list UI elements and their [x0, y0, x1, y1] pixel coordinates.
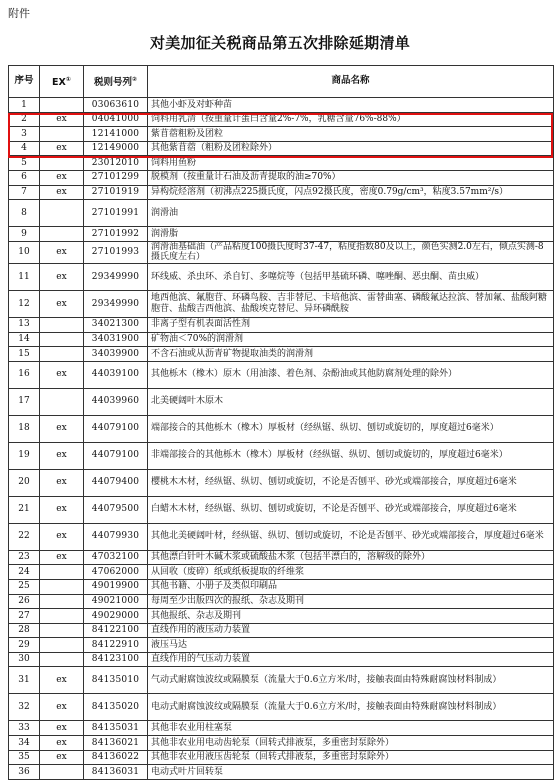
header-seq: 序号 [9, 66, 40, 98]
row-ex-flag: ex [40, 736, 84, 751]
table-row [9, 98, 554, 113]
row-seq: 11 [9, 263, 40, 290]
row-product-name: 直线作用的液压动力装置 [148, 623, 554, 638]
row-seq: 15 [9, 347, 40, 362]
row-product-name: 电动式耐腐蚀波纹或隔膜泵（流量大于0.6立方米/时，接触表面由特殊耐腐蚀材料制成） [148, 694, 554, 721]
row-ex-flag: ex [40, 361, 84, 388]
row-product-name: 其他漂白针叶木碱木浆或硫酸盐木浆（包括半漂白的，溶解级的除外） [148, 550, 554, 565]
table-row [9, 332, 554, 347]
row-product-name: 地西他滨、氟胞苷、环磷鸟胺、吉非替尼、卡培他滨、雷替曲塞、磷酸氟达拉滨、替加氟、盐酸阿糖胞苷、盐酸吉西他滨、盐酸埃克替尼、异环磷酰胺 [148, 290, 554, 317]
row-seq: 21 [9, 496, 40, 523]
row-tariff-code: 03063610 [84, 98, 148, 113]
row-seq: 14 [9, 332, 40, 347]
row-ex-flag: ex [40, 415, 84, 442]
row-product-name: 其他非农业用柱塞泵 [148, 721, 554, 736]
row-tariff-code: 27101919 [84, 185, 148, 200]
row-ex-flag: ex [40, 263, 84, 290]
row-seq: 27 [9, 609, 40, 624]
row-seq: 24 [9, 565, 40, 580]
row-ex-flag: ex [40, 550, 84, 565]
row-product-name: 其他非农业用电动齿轮泵（回转式排液泵，多重密封泵除外） [148, 736, 554, 751]
row-tariff-code: 44079100 [84, 442, 148, 469]
row-ex-flag [40, 609, 84, 624]
table-row [9, 127, 554, 142]
header-ex: EX① [40, 66, 84, 98]
row-tariff-code: 34039900 [84, 347, 148, 362]
table-row [9, 579, 554, 594]
row-ex-flag: ex [40, 442, 84, 469]
row-ex-flag: ex [40, 185, 84, 200]
row-tariff-code: 84136022 [84, 750, 148, 765]
row-product-name: 其他非农业用液压齿轮泵（回转式排液泵，多重密封泵除外） [148, 750, 554, 765]
table-row [9, 652, 554, 667]
table-row [9, 185, 554, 200]
row-tariff-code: 84135010 [84, 667, 148, 694]
row-product-name: 脱模剂（按重量计石油及沥青提取的油≥70%） [148, 170, 554, 185]
row-seq: 7 [9, 185, 40, 200]
row-ex-flag [40, 98, 84, 113]
row-product-name: 异构烷烃溶剂（初沸点225摄氏度，闪点92摄氏度，密度0.79g/cm³，粘度3.57mm²/s） [148, 185, 554, 200]
table-row [9, 156, 554, 171]
row-seq: 9 [9, 227, 40, 242]
row-tariff-code: 84135020 [84, 694, 148, 721]
row-tariff-code: 27101299 [84, 170, 148, 185]
row-ex-flag [40, 765, 84, 780]
row-seq: 34 [9, 736, 40, 751]
row-seq: 13 [9, 317, 40, 332]
row-tariff-code: 34021300 [84, 317, 148, 332]
row-seq: 28 [9, 623, 40, 638]
row-product-name: 每周至少出版四次的报纸、杂志及期刊 [148, 594, 554, 609]
row-tariff-code: 29349990 [84, 290, 148, 317]
table-row [9, 263, 554, 290]
row-ex-flag [40, 579, 84, 594]
row-tariff-code: 49021000 [84, 594, 148, 609]
table-row [9, 721, 554, 736]
row-ex-flag: ex [40, 750, 84, 765]
row-seq: 19 [9, 442, 40, 469]
table-row [9, 361, 554, 388]
row-tariff-code: 44079100 [84, 415, 148, 442]
row-tariff-code: 47032100 [84, 550, 148, 565]
row-tariff-code: 27101991 [84, 200, 148, 227]
row-tariff-code: 27101993 [84, 241, 148, 263]
row-seq: 3 [9, 127, 40, 142]
row-product-name: 矿物油＜70%的润滑剂 [148, 332, 554, 347]
row-seq: 8 [9, 200, 40, 227]
row-product-name: 润滑脂 [148, 227, 554, 242]
row-product-name: 非离子型有机表面活性剂 [148, 317, 554, 332]
row-tariff-code: 12149000 [84, 141, 148, 156]
row-ex-flag: ex [40, 290, 84, 317]
row-tariff-code: 84122910 [84, 638, 148, 653]
row-ex-flag [40, 127, 84, 142]
row-product-name: 气动式耐腐蚀波纹或隔膜泵（流量大于0.6立方米/时，接触表面由特殊耐腐蚀材料制成） [148, 667, 554, 694]
row-seq: 26 [9, 594, 40, 609]
table-row [9, 609, 554, 624]
row-ex-flag: ex [40, 141, 84, 156]
table-row [9, 290, 554, 317]
row-seq: 2 [9, 112, 40, 127]
row-tariff-code: 34031900 [84, 332, 148, 347]
row-tariff-code: 12141000 [84, 127, 148, 142]
row-ex-flag [40, 332, 84, 347]
row-tariff-code: 44039960 [84, 388, 148, 415]
table-row [9, 112, 554, 127]
row-ex-flag: ex [40, 469, 84, 496]
row-seq: 1 [9, 98, 40, 113]
table-row [9, 550, 554, 565]
table-row [9, 388, 554, 415]
row-seq: 12 [9, 290, 40, 317]
table-row [9, 170, 554, 185]
footnote-marker: ① [65, 75, 71, 83]
row-tariff-code: 49029000 [84, 609, 148, 624]
table-row [9, 469, 554, 496]
row-seq: 4 [9, 141, 40, 156]
row-seq: 6 [9, 170, 40, 185]
table-row [9, 523, 554, 550]
row-tariff-code: 44039100 [84, 361, 148, 388]
row-ex-flag [40, 388, 84, 415]
row-seq: 30 [9, 652, 40, 667]
row-seq: 25 [9, 579, 40, 594]
row-product-name: 其他书籍、小册子及类似印刷品 [148, 579, 554, 594]
row-product-name: 不含石油或从沥青矿物提取油类的润滑剂 [148, 347, 554, 362]
row-ex-flag: ex [40, 241, 84, 263]
row-product-name: 白蜡木木材，经纵锯、纵切、刨切或旋切，不论是否刨平、砂光或端部接合，厚度超过6毫米 [148, 496, 554, 523]
row-ex-flag [40, 200, 84, 227]
row-product-name: 直线作用的气压动力装置 [148, 652, 554, 667]
row-tariff-code: 23012010 [84, 156, 148, 171]
row-tariff-code: 44079930 [84, 523, 148, 550]
header-product-name: 商品名称 [148, 66, 554, 98]
table-row [9, 750, 554, 765]
row-seq: 33 [9, 721, 40, 736]
row-product-name: 润滑油 [148, 200, 554, 227]
table-row [9, 736, 554, 751]
table-row [9, 765, 554, 780]
row-ex-flag [40, 638, 84, 653]
row-seq: 36 [9, 765, 40, 780]
row-product-name: 饲料用乳清（按重量计蛋白含量2%-7%，乳糖含量76%-88%） [148, 112, 554, 127]
row-seq: 22 [9, 523, 40, 550]
row-tariff-code: 44079500 [84, 496, 148, 523]
row-product-name: 电动式叶片回转泵 [148, 765, 554, 780]
row-ex-flag [40, 623, 84, 638]
row-seq: 17 [9, 388, 40, 415]
row-seq: 32 [9, 694, 40, 721]
row-product-name: 其他栎木（橡木）原木（用油漆、着色剂、杂酚油或其他防腐剂处理的除外） [148, 361, 554, 388]
row-product-name: 紫苜蓿粗粉及团粒 [148, 127, 554, 142]
row-seq: 35 [9, 750, 40, 765]
header-tariff-code: 税则号列② [84, 66, 148, 98]
row-product-name: 饲料用鱼粉 [148, 156, 554, 171]
row-product-name: 其他报纸、杂志及期刊 [148, 609, 554, 624]
row-ex-flag: ex [40, 721, 84, 736]
table-row [9, 415, 554, 442]
table-row [9, 442, 554, 469]
row-seq: 18 [9, 415, 40, 442]
row-tariff-code: 84136031 [84, 765, 148, 780]
row-tariff-code: 84136021 [84, 736, 148, 751]
row-product-name: 樱桃木木材，经纵锯、纵切、刨切或旋切，不论是否刨平、砂光或端部接合，厚度超过6毫米 [148, 469, 554, 496]
row-seq: 5 [9, 156, 40, 171]
row-ex-flag [40, 652, 84, 667]
table-row [9, 227, 554, 242]
table-row [9, 638, 554, 653]
row-tariff-code: 44079400 [84, 469, 148, 496]
table-row [9, 565, 554, 580]
row-seq: 10 [9, 241, 40, 263]
table-row [9, 694, 554, 721]
row-tariff-code: 84123100 [84, 652, 148, 667]
row-product-name: 润滑油基础油（产品粘度100摄氏度时37-47，粘度指数80及以上，颜色实测2.0左右，倾点实测-8摄氏度左右） [148, 241, 554, 263]
row-product-name: 非端部接合的其他栎木（橡木）厚板材（经纵锯、纵切、刨切或旋切的，厚度超过6毫米） [148, 442, 554, 469]
row-ex-flag: ex [40, 112, 84, 127]
row-seq: 31 [9, 667, 40, 694]
row-seq: 16 [9, 361, 40, 388]
row-ex-flag [40, 565, 84, 580]
row-product-name: 其他北美硬阔叶材，经纵锯、纵切、刨切或旋切，不论是否刨平、砂光或端部接合，厚度超过6毫米 [148, 523, 554, 550]
row-product-name: 其他紫苜蓿（粗粉及团粒除外） [148, 141, 554, 156]
row-product-name: 其他小虾及对虾种苗 [148, 98, 554, 113]
table-row [9, 667, 554, 694]
row-seq: 29 [9, 638, 40, 653]
footnote-marker: ② [131, 75, 138, 83]
row-ex-flag [40, 156, 84, 171]
row-tariff-code: 49019900 [84, 579, 148, 594]
row-tariff-code: 84135031 [84, 721, 148, 736]
row-ex-flag [40, 594, 84, 609]
attachment-label: 附件 [8, 7, 30, 20]
table-row [9, 141, 554, 156]
row-seq: 20 [9, 469, 40, 496]
exclusion-table [8, 65, 554, 780]
row-ex-flag: ex [40, 496, 84, 523]
row-product-name: 北美硬阔叶木原木 [148, 388, 554, 415]
table-header-row [9, 66, 554, 98]
row-ex-flag [40, 227, 84, 242]
table-row [9, 241, 554, 263]
row-product-name: 液压马达 [148, 638, 554, 653]
document-title: 对美加征关税商品第五次排除延期清单 [149, 34, 411, 52]
row-product-name: 端部接合的其他栎木（橡木）厚板材（经纵锯、纵切、刨切或旋切的，厚度超过6毫米） [148, 415, 554, 442]
table-row [9, 623, 554, 638]
table-row [9, 594, 554, 609]
row-ex-flag: ex [40, 170, 84, 185]
row-seq: 23 [9, 550, 40, 565]
row-product-name: 从回收（废碎）纸或纸板提取的纤维浆 [148, 565, 554, 580]
row-tariff-code: 29349990 [84, 263, 148, 290]
row-product-name: 环线威、杀虫环、杀自钉、多噻烷等（包括甲基硫环磷、噻唑酮、恶虫酮、苗虫威） [148, 263, 554, 290]
row-ex-flag [40, 347, 84, 362]
row-ex-flag: ex [40, 667, 84, 694]
row-ex-flag: ex [40, 523, 84, 550]
row-tariff-code: 47062000 [84, 565, 148, 580]
row-tariff-code: 84122100 [84, 623, 148, 638]
table-row [9, 317, 554, 332]
row-tariff-code: 27101992 [84, 227, 148, 242]
table-row [9, 347, 554, 362]
table-row [9, 200, 554, 227]
table-row [9, 496, 554, 523]
row-ex-flag [40, 317, 84, 332]
row-tariff-code: 04041000 [84, 112, 148, 127]
row-ex-flag: ex [40, 694, 84, 721]
